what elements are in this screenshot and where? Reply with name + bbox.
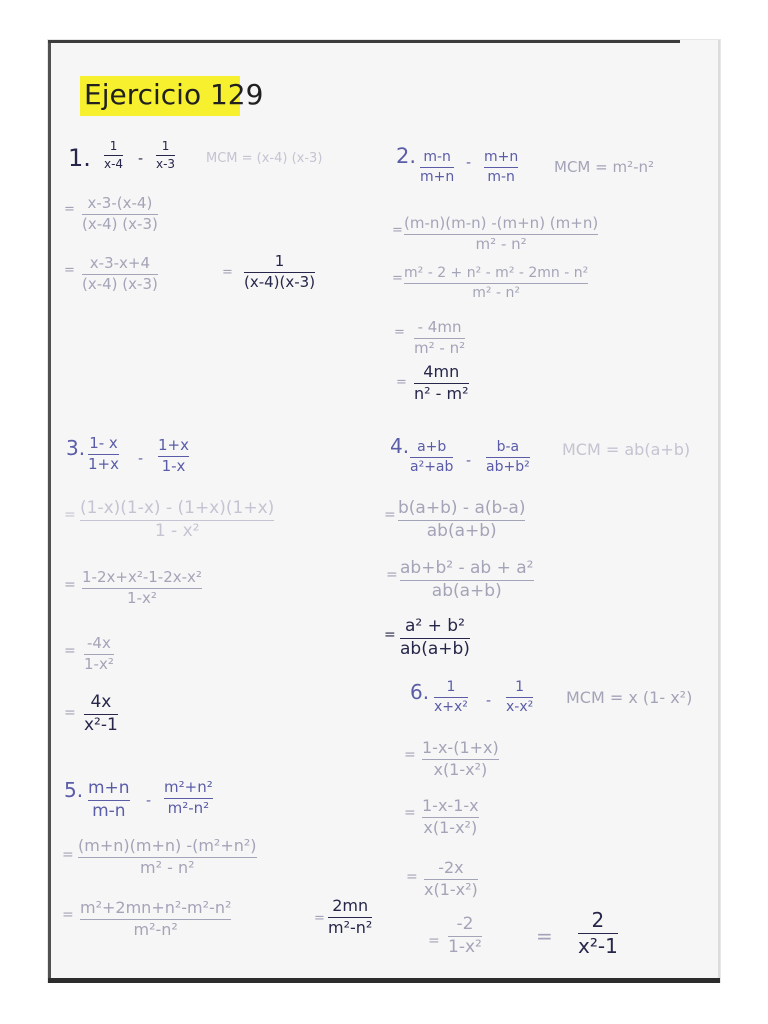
equals-sign: = — [222, 265, 233, 280]
page-edge-bottom — [48, 978, 720, 983]
denominator: x²-1 — [578, 934, 618, 958]
numerator: m²+2mn+n²-m²-n² — [80, 898, 232, 917]
equals-sign: = — [64, 202, 75, 217]
numerator: x-3-x+4 — [89, 254, 151, 272]
equals-sign: = — [64, 577, 76, 593]
numerator: 1- x — [89, 434, 118, 452]
result-fraction — [414, 364, 469, 403]
numerator: 1 — [109, 139, 118, 153]
exercise-label: 4. — [390, 434, 410, 458]
equals-sign: = — [392, 223, 403, 238]
equals-sign: = — [64, 263, 75, 278]
numerator: 1-2x+x²-1-2x-x² — [82, 568, 202, 586]
exercise-label: 2. — [396, 144, 417, 168]
fraction-term-a — [420, 150, 454, 184]
result-fraction — [84, 694, 118, 735]
fraction-term-a — [434, 680, 468, 714]
fraction-term-b — [158, 438, 189, 475]
fraction-term-a — [410, 440, 453, 474]
equals-sign: = — [404, 747, 416, 763]
step-2-fraction — [400, 560, 534, 601]
denominator: m²-n² — [328, 917, 373, 937]
numerator: 2mn — [332, 896, 369, 915]
denominator: ab(a+b) — [426, 520, 497, 541]
minus-sign: - — [146, 793, 152, 809]
equals-sign: = — [64, 643, 76, 659]
numerator: - 4mn — [417, 318, 462, 336]
denominator: x+x² — [434, 698, 468, 715]
minus-sign: - — [486, 693, 492, 709]
step-1-fraction — [80, 500, 274, 541]
denominator: m² - n² — [414, 338, 466, 357]
step-1-fraction — [398, 500, 525, 541]
numerator: 1 — [161, 139, 170, 153]
denominator: ab(a+b) — [400, 638, 470, 659]
numerator: 1 — [446, 679, 456, 695]
numerator: (1-x)(1-x) - (1+x)(1+x) — [80, 498, 275, 518]
denominator: m² - n² — [475, 234, 527, 253]
numerator: m+n — [484, 149, 519, 165]
page-edge-right — [718, 40, 720, 982]
equals-sign: = — [384, 627, 396, 643]
minus-sign: - — [138, 451, 144, 467]
equals-sign: = — [64, 507, 76, 523]
exercise-label: 1. — [68, 144, 91, 172]
exercise-label: 3. — [66, 436, 86, 460]
denominator: a²+ab — [410, 458, 454, 475]
fraction-term-a — [104, 140, 123, 170]
numerator: m² - 2 + n² - m² - 2mn - n² — [404, 265, 589, 281]
step-2-fraction — [404, 266, 588, 300]
equals-sign: = — [396, 375, 407, 390]
mcm-note: MCM = m²-n² — [554, 158, 655, 176]
denominator: x(1-x²) — [424, 879, 478, 899]
equals-sign: = — [384, 507, 396, 523]
numerator: 1-x-(1+x) — [422, 738, 499, 757]
fraction-term-a — [88, 436, 119, 473]
numerator: x-3-(x-4) — [87, 194, 153, 212]
numerator: -2 — [456, 914, 474, 934]
step-1-fraction — [82, 196, 158, 233]
step-2-fraction — [422, 798, 479, 837]
denominator: m-n — [92, 800, 126, 821]
step-1-fraction — [404, 216, 598, 253]
denominator: m+n — [420, 168, 455, 185]
numerator: 1-x-1-x — [422, 796, 479, 815]
step-2-fraction — [82, 256, 158, 293]
denominator: m²-n² — [167, 798, 210, 817]
denominator: 1-x² — [84, 654, 114, 673]
denominator: n² - m² — [414, 383, 469, 403]
numerator: 1+x — [158, 436, 189, 454]
numerator: b-a — [496, 439, 520, 455]
denominator: (x-4)(x-3) — [244, 272, 316, 291]
denominator: m-n — [487, 168, 515, 185]
numerator: m-n — [423, 149, 451, 165]
step-3-fraction — [424, 860, 478, 899]
equals-sign: = — [64, 705, 76, 721]
fraction-term-b — [156, 140, 175, 170]
fraction-term-b — [164, 780, 213, 817]
mcm-note: MCM = ab(a+b) — [562, 440, 691, 459]
denominator: ab(a+b) — [431, 580, 502, 601]
equals-sign: = — [314, 911, 325, 926]
step-1-fraction — [78, 838, 257, 877]
denominator: m² - n² — [472, 284, 520, 301]
exercise-label: 5. — [64, 778, 84, 802]
numerator: -4x — [87, 634, 111, 652]
denominator: x-4 — [104, 156, 124, 171]
denominator: 1 - x² — [154, 520, 200, 541]
numerator: 4x — [90, 692, 112, 712]
numerator: (m+n)(m+n) -(m²+n²) — [78, 836, 257, 855]
equals-sign: = — [62, 847, 74, 863]
result-fraction — [244, 254, 315, 291]
page-title: Ejercicio 129 — [84, 78, 264, 111]
denominator: x-3 — [156, 156, 176, 171]
result-fraction — [578, 910, 618, 957]
result-fraction — [328, 898, 372, 937]
equals-sign: = — [392, 271, 403, 286]
numerator: ab+b² - ab + a² — [400, 558, 534, 578]
numerator: -2x — [438, 858, 464, 877]
step-1-fraction — [422, 740, 499, 779]
numerator: (m-n)(m-n) -(m+n) (m+n) — [404, 214, 599, 232]
numerator: b(a+b) - a(b-a) — [398, 498, 526, 518]
minus-sign: - — [466, 453, 472, 469]
denominator: x-x² — [506, 698, 534, 715]
equals-sign: = — [428, 933, 440, 949]
step-4-fraction — [448, 916, 482, 957]
denominator: (x-4) (x-3) — [82, 214, 158, 233]
numerator: 1 — [515, 679, 525, 695]
fraction-term-b — [486, 440, 530, 474]
minus-sign: - — [138, 151, 144, 167]
equals-sign: = — [386, 567, 398, 583]
numerator: m+n — [88, 778, 130, 798]
step-2-fraction — [82, 570, 202, 607]
denominator: ab+b² — [486, 458, 530, 475]
numerator: 4mn — [423, 362, 460, 381]
fraction-term-b — [506, 680, 533, 714]
denominator: x(1-x²) — [433, 759, 488, 779]
denominator: 1-x² — [448, 936, 482, 957]
denominator: (x-4) (x-3) — [82, 274, 158, 293]
denominator: m²-n² — [133, 919, 178, 939]
fraction-term-a — [88, 780, 130, 821]
denominator: 1-x — [161, 456, 186, 475]
equals-sign: = — [406, 869, 418, 885]
mcm-note: MCM = x (1- x²) — [566, 688, 693, 707]
step-2-fraction — [80, 900, 231, 939]
step-3-fraction — [84, 636, 114, 673]
numerator: a+b — [417, 439, 447, 455]
minus-sign: - — [466, 155, 472, 171]
result-fraction — [400, 618, 470, 659]
page-edge-left — [48, 40, 51, 982]
page-edge-top — [48, 40, 680, 43]
denominator: 1+x — [88, 454, 119, 473]
equals-sign: = — [536, 924, 553, 948]
numerator: a² + b² — [405, 616, 465, 636]
mcm-note: MCM = (x-4) (x-3) — [206, 151, 323, 166]
exercise-label: 6. — [410, 680, 430, 704]
equals-sign: = — [394, 325, 405, 340]
numerator: m²+n² — [164, 778, 213, 796]
fraction-term-b — [484, 150, 518, 184]
step-3-fraction — [414, 320, 465, 357]
equals-sign: = — [404, 805, 416, 821]
denominator: x²-1 — [84, 714, 118, 735]
denominator: m² - n² — [140, 857, 195, 877]
denominator: x(1-x²) — [423, 817, 478, 837]
numerator: 1 — [274, 252, 285, 270]
denominator: 1-x² — [127, 588, 157, 607]
equals-sign: = — [62, 907, 74, 923]
numerator: 2 — [591, 908, 605, 932]
